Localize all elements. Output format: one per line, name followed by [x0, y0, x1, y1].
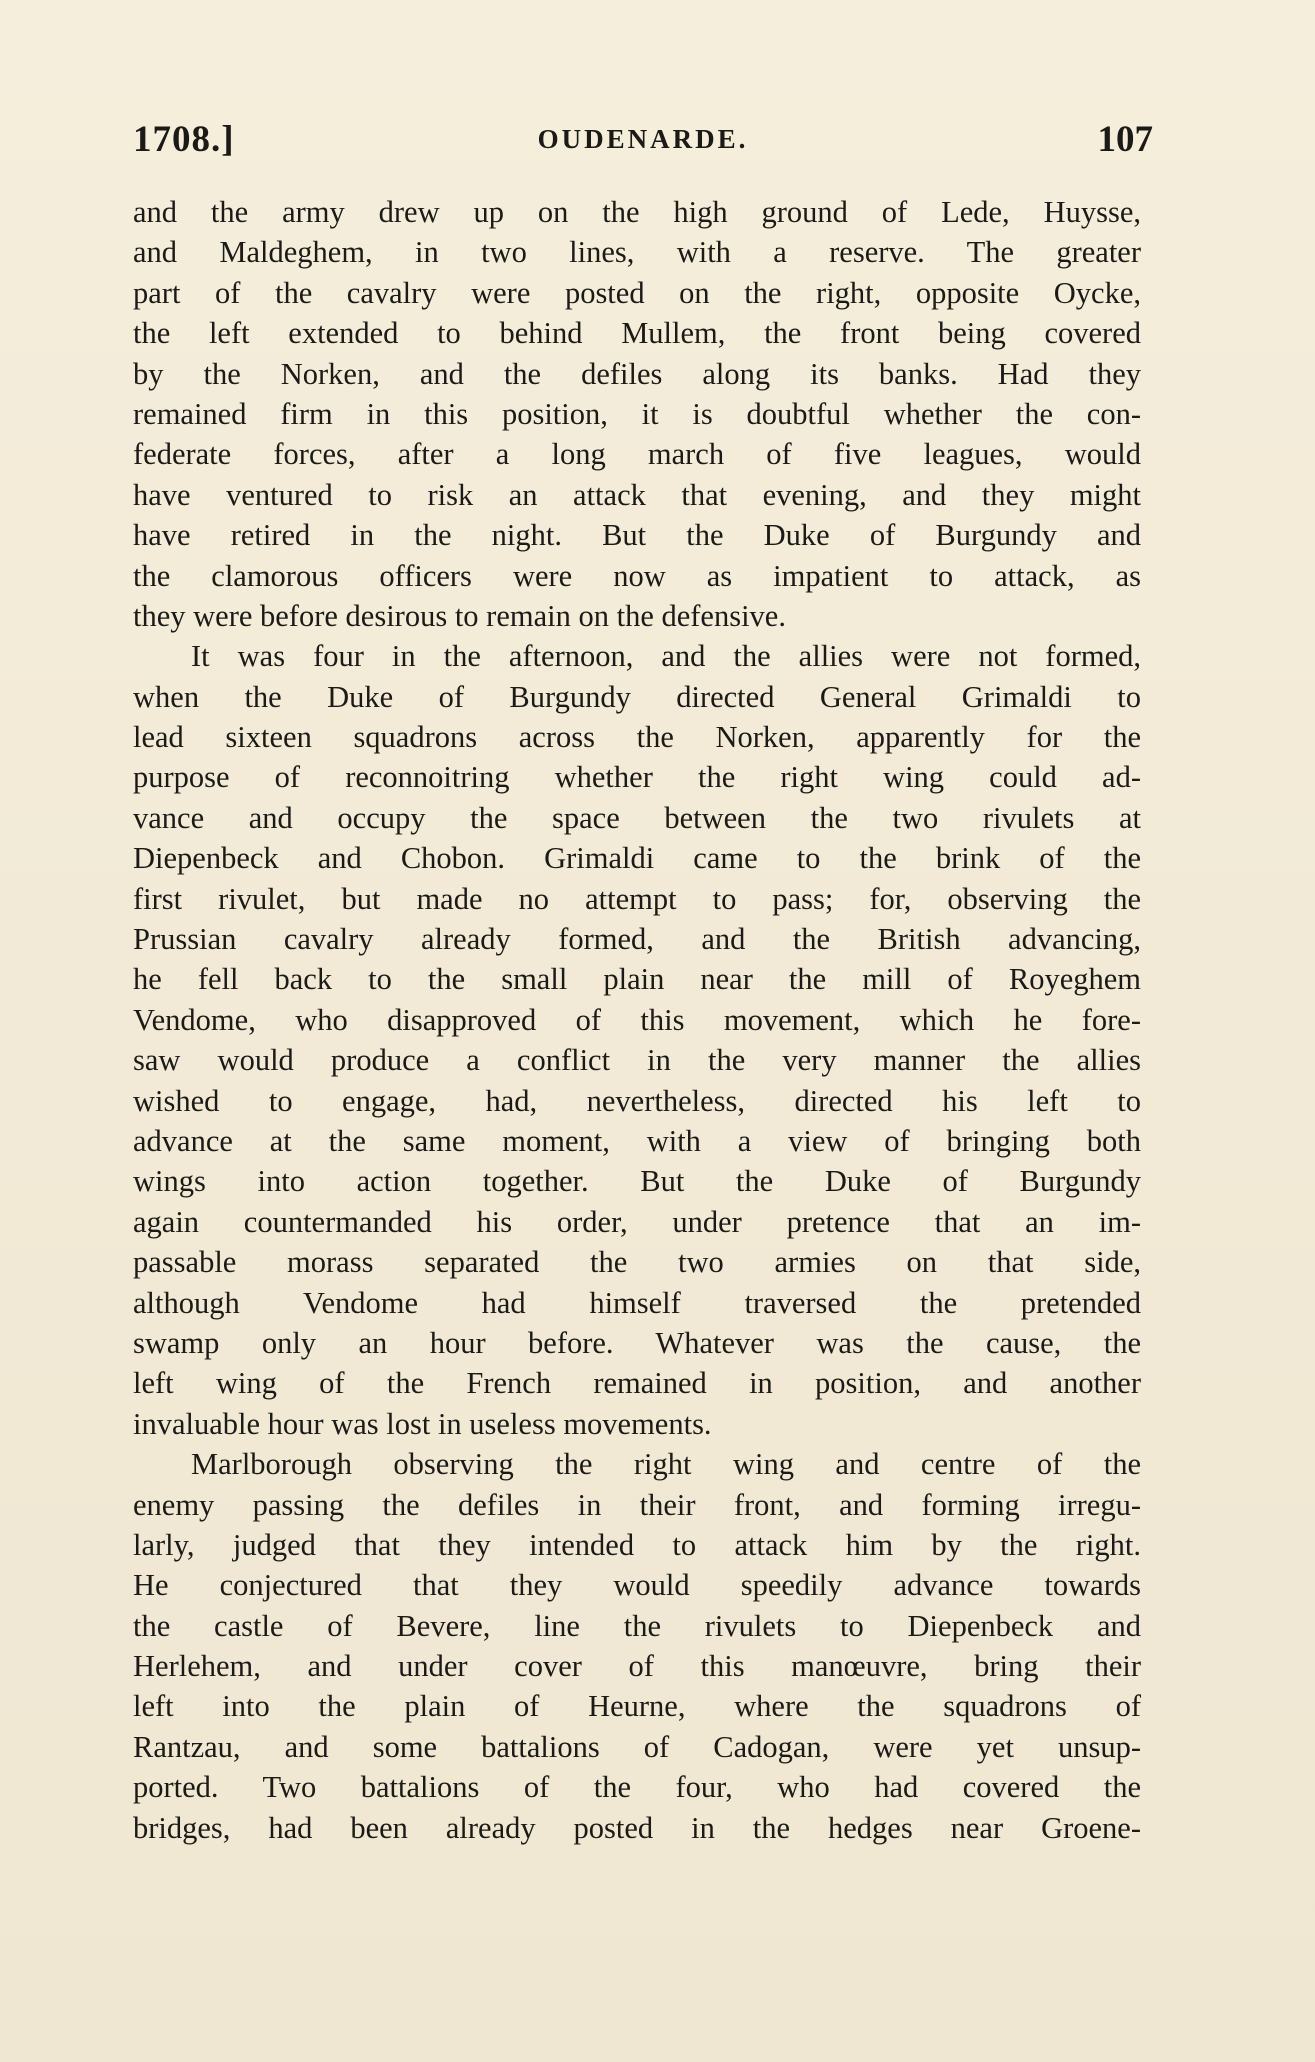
text-line: although Vendome had himself traversed the pretended	[133, 1285, 1141, 1320]
text-line: and the army drew up on the high ground of Lede, Huysse,	[133, 195, 1141, 229]
text-line: passable morass separated the two armies on that side,	[133, 1245, 1141, 1280]
text-line: left wing of the French remained in position, and another	[133, 1366, 1141, 1401]
text-line: the castle of Bevere, line the rivulets to Diepenbeck and	[133, 1608, 1141, 1643]
text-line: federate forces, after a long march of five leagues, would	[133, 437, 1141, 472]
text-line: invaluable hour was lost in useless movements.	[133, 1406, 712, 1441]
text-line: when the Duke of Burgundy directed General Grimaldi to	[133, 679, 1141, 714]
text-line: first rivulet, but made no attempt to pass; for, observing the	[133, 881, 1141, 916]
text-line: Vendome, who disapproved of this movement, which he fore-	[133, 1002, 1141, 1037]
body-text	[133, 192, 1141, 1848]
text-line: bridges, had been already posted in the hedges near Groene-	[133, 1810, 1141, 1845]
text-line: wished to engage, had, nevertheless, directed his left to	[133, 1083, 1141, 1118]
text-line: He conjectured that they would speedily advance towards	[133, 1568, 1141, 1603]
page-header	[133, 118, 1153, 162]
text-line: Prussian cavalry already formed, and the British advancing,	[133, 922, 1141, 957]
text-line: swamp only an hour before. Whatever was the cause, the	[133, 1325, 1141, 1360]
text-line: remained firm in this position, it is doubtful whether the con-	[133, 396, 1141, 431]
text-line: enemy passing the defiles in their front, and forming irregu-	[133, 1487, 1141, 1522]
text-line: the clamorous officers were now as impatient to attack, as	[133, 558, 1141, 593]
text-line: Marlborough observing the right wing and centre of the	[191, 1447, 1141, 1482]
text-line: Herlehem, and under cover of this manœuvre, bring their	[133, 1649, 1141, 1684]
header-year: 1708.]	[133, 119, 235, 160]
text-line: saw would produce a conflict in the very manner the allies	[133, 1043, 1141, 1078]
text-line: It was four in the afternoon, and the allies were not formed,	[191, 639, 1141, 674]
text-line: lead sixteen squadrons across the Norken, apparently for the	[133, 720, 1141, 755]
text-line: larly, judged that they intended to attack him by the right.	[133, 1527, 1141, 1562]
text-line: purpose of reconnoitring whether the right wing could ad-	[133, 760, 1141, 795]
text-line: the left extended to behind Mullem, the front being covered	[133, 316, 1141, 351]
text-line: and Maldeghem, in two lines, with a reserve. The greater	[133, 235, 1141, 270]
text-line: they were before desirous to remain on the defensive.	[133, 598, 786, 633]
text-line: advance at the same moment, with a view of bringing both	[133, 1123, 1141, 1158]
text-line: Diepenbeck and Chobon. Grimaldi came to the brink of the	[133, 841, 1141, 876]
text-line: ported. Two battalions of the four, who had covered the	[133, 1770, 1141, 1805]
running-title: OUDENARDE.	[537, 124, 749, 154]
text-line: he fell back to the small plain near the mill of Royeghem	[133, 962, 1141, 997]
text-line: Rantzau, and some battalions of Cadogan, were yet unsup-	[133, 1729, 1141, 1764]
text-line: vance and occupy the space between the two rivulets at	[133, 800, 1141, 835]
text-line: part of the cavalry were posted on the right, opposite Oycke,	[133, 275, 1141, 310]
text-line: left into the plain of Heurne, where the squadrons of	[133, 1689, 1141, 1724]
text-line: by the Norken, and the defiles along its banks. Had they	[133, 356, 1141, 391]
text-line: have ventured to risk an attack that evening, and they might	[133, 477, 1141, 512]
page-number: 107	[1097, 119, 1153, 160]
text-line: wings into action together. But the Duke of Burgundy	[133, 1164, 1141, 1199]
text-line: again countermanded his order, under pretence that an im-	[133, 1204, 1141, 1239]
text-line: have retired in the night. But the Duke of Burgundy and	[133, 518, 1141, 553]
